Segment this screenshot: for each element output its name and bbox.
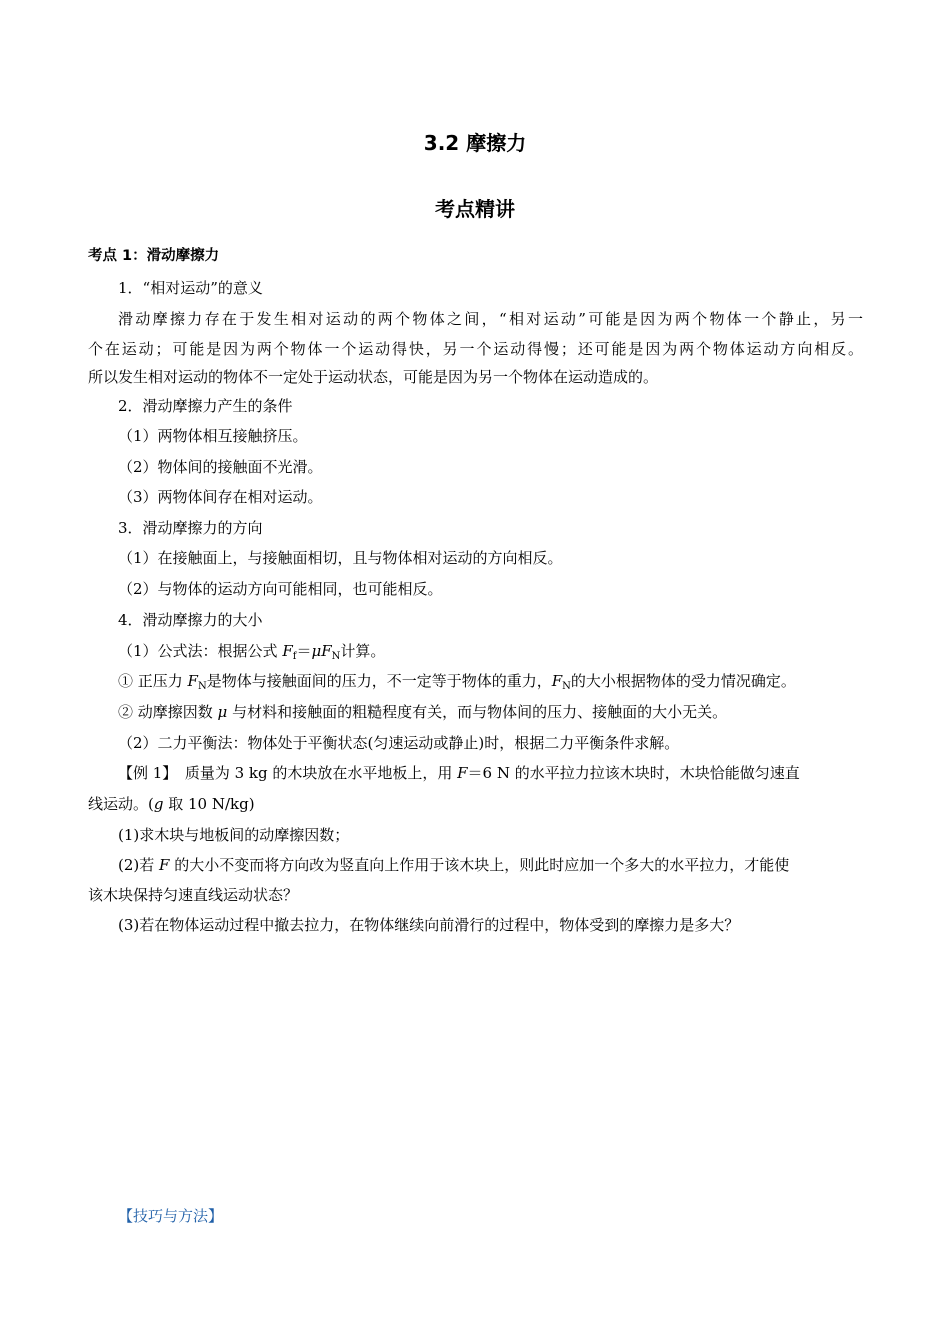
question-1: (1)求木块与地板间的动摩擦因数； xyxy=(118,826,350,844)
question-2-line1 xyxy=(118,855,863,875)
example1-line2-a: 线运动。( xyxy=(88,795,154,813)
note2-suffix: 与材料和接触面的粗糙程度有关，而与物体间的压力、接触面的大小无关。 xyxy=(227,703,728,721)
item4-heading: 4．滑动摩擦力的大小 xyxy=(118,611,263,629)
question2-f-symbol: F xyxy=(159,856,170,874)
example1-line2 xyxy=(88,794,255,814)
direction-1: （1）在接触面上，与接触面相切，且与物体相对运动的方向相反。 xyxy=(118,549,563,567)
note2-mu-symbol: μ xyxy=(217,703,228,721)
formula-n-subscript: N xyxy=(331,651,341,662)
direction-2: （2）与物体的运动方向可能相同，也可能相反。 xyxy=(118,580,443,598)
item3-heading: 3．滑动摩擦力的方向 xyxy=(118,519,263,537)
formula-f-subscript: f xyxy=(292,651,297,662)
page-title: 3.2 摩擦力 xyxy=(423,131,527,155)
example1-text-a: 质量为 3 kg 的木块放在水平地板上，用 xyxy=(169,764,458,782)
note1-f-symbol-2: F xyxy=(551,672,563,690)
item1-paragraph-line2: 个在运动；可能是因为两个物体一个运动得快，另一个运动得慢；还可能是因为两个物体运动方向相反。 xyxy=(88,340,863,358)
condition-3: （3）两物体间存在相对运动。 xyxy=(118,488,323,506)
formula-f-symbol: F xyxy=(282,642,293,660)
example1-f-symbol: F xyxy=(457,764,468,782)
note2-prefix: ② 动摩擦因数 xyxy=(118,703,218,721)
question2-b: 的大小不变而将方向改为竖直向上作用于该木块上，则此时应加一个多大的水平拉力，才能使 xyxy=(169,856,790,874)
section-heading: 考点 1：滑动摩擦力 xyxy=(88,248,220,264)
item2-heading: 2．滑动摩擦力产生的条件 xyxy=(118,397,293,415)
formula-equals: ＝ xyxy=(296,642,312,660)
formula-method xyxy=(118,641,385,661)
example1-line1 xyxy=(118,763,863,783)
formula-suffix: 计算。 xyxy=(340,642,386,660)
question2-a: (2)若 xyxy=(118,856,160,874)
note1-suffix: 的大小根据物体的受力情况确定。 xyxy=(570,672,796,690)
note1-f-symbol: F xyxy=(187,672,198,690)
formula-mu-fn: μF xyxy=(311,642,332,660)
friction-coefficient-note xyxy=(118,702,727,722)
question-2-line2: 该木块保持匀速直线运动状态？ xyxy=(88,886,299,904)
question-3: (3)若在物体运动过程中撤去拉力，在物体继续向前滑行的过程中，物体受到的摩擦力是多大？ xyxy=(118,916,740,934)
condition-2: （2）物体间的接触面不光滑。 xyxy=(118,458,323,476)
formula-prefix: （1）公式法：根据公式 xyxy=(118,642,283,660)
condition-1: （1）两物体相互接触挤压。 xyxy=(118,427,308,445)
page-subtitle: 考点精讲 xyxy=(435,197,515,221)
note1-prefix: ① 正压力 xyxy=(118,672,188,690)
item1-paragraph-line1: 滑动摩擦力存在于发生相对运动的两个物体之间，“相对运动”可能是因为两个物体一个静止，另一 xyxy=(118,310,863,328)
equilibrium-method: （2）二力平衡法：物体处于平衡状态(匀速运动或静止)时，根据二力平衡条件求解。 xyxy=(118,734,680,752)
example1-g-symbol: g xyxy=(153,795,164,813)
example1-line2-b: 取 10 N/kg) xyxy=(163,795,255,813)
tips-label: 【技巧与方法】 xyxy=(118,1207,224,1225)
note1-n-subscript-2: N xyxy=(562,681,571,692)
note1-middle: 是物体与接触面间的压力，不一定等于物体的重力， xyxy=(206,672,552,690)
item1-paragraph-line3: 所以发生相对运动的物体不一定处于运动状态，可能是因为另一个物体在运动造成的。 xyxy=(88,368,659,386)
item1-heading: 1．“相对运动”的意义 xyxy=(118,279,263,297)
note1-n-subscript: N xyxy=(197,681,207,692)
example1-text-b: ＝6 N 的水平拉力拉该木块时，木块恰能做匀速直 xyxy=(467,764,800,782)
example1-label: 【例 1】 xyxy=(118,764,170,782)
normal-force-note xyxy=(118,671,796,691)
